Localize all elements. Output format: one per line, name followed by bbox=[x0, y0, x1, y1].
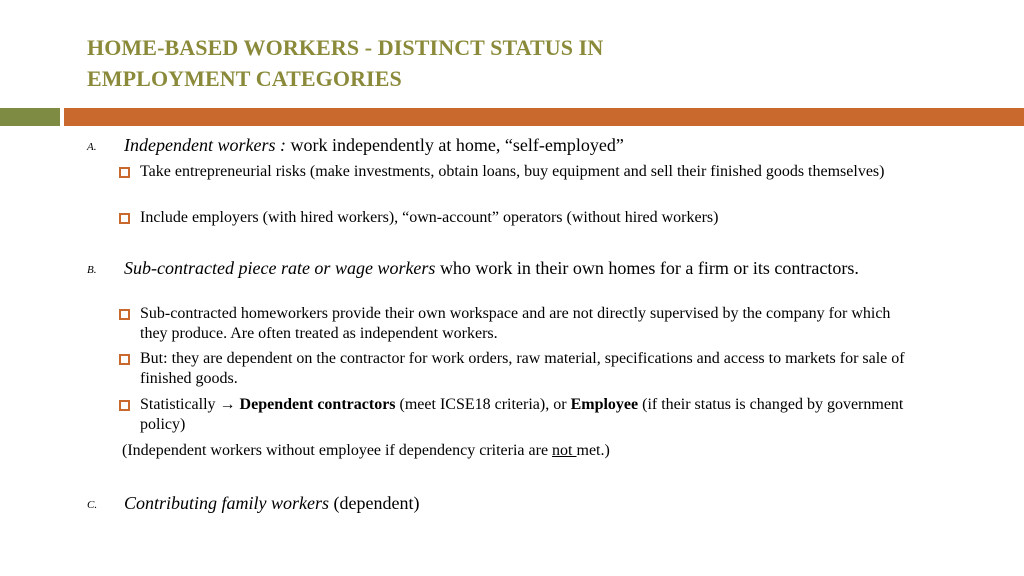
section-a-bullet-1 bbox=[116, 162, 916, 182]
section-b-bullet-3 bbox=[116, 395, 916, 435]
bullet-text: Include employers (with hired workers), “own-account” operators (without hired workers) bbox=[140, 209, 719, 226]
section-b-lead bbox=[124, 258, 924, 278]
section-a-term: Independent workers : bbox=[124, 135, 286, 155]
note-underlined: not bbox=[552, 442, 577, 459]
section-b-marker: B. bbox=[87, 264, 97, 276]
stat-prefix: Statistically bbox=[140, 396, 220, 413]
bullet-text: Sub-contracted homeworkers provide their own workspace and are not directly supervised by the company for which they produce. Are often treated as independent workers. bbox=[140, 305, 891, 342]
section-b-note bbox=[122, 441, 610, 461]
section-b-bullet-1 bbox=[116, 304, 916, 344]
square-bullet-icon bbox=[119, 309, 130, 320]
bullet-text: But: they are dependent on the contractor for work orders, raw material, specifications and access to markets for sale of finished goods. bbox=[140, 350, 905, 387]
section-b-bullet-2 bbox=[116, 349, 916, 389]
stat-mid: (meet ICSE18 criteria), or bbox=[395, 396, 571, 413]
title-line-1: HOME-BASED WORKERS - DISTINCT STATUS IN bbox=[87, 35, 604, 60]
section-a-desc: work independently at home, “self-employed” bbox=[285, 135, 624, 155]
section-c-lead bbox=[124, 493, 924, 513]
section-c-desc: (dependent) bbox=[329, 493, 420, 513]
section-a-marker: A. bbox=[87, 141, 97, 153]
note-before: (Independent workers without employee if dependency criteria are bbox=[122, 442, 553, 459]
square-bullet-icon bbox=[119, 354, 130, 365]
stat-dependent-contractors: Dependent contractors bbox=[239, 396, 396, 413]
section-a-lead bbox=[124, 135, 924, 155]
section-b-desc: who work in their own homes for a firm or its contractors. bbox=[435, 258, 859, 278]
stat-suffix: (if their status is changed by government policy) bbox=[140, 396, 904, 433]
section-c-term: Contributing family workers bbox=[124, 493, 330, 513]
square-bullet-icon bbox=[119, 213, 130, 224]
stat-employee: Employee bbox=[570, 396, 639, 413]
square-bullet-icon bbox=[119, 400, 130, 411]
square-bullet-icon bbox=[119, 167, 130, 178]
title-line-2: EMPLOYMENT CATEGORIES bbox=[87, 66, 402, 91]
section-c-marker: C. bbox=[87, 499, 98, 511]
bullet-text: Take entrepreneurial risks (make investments, obtain loans, buy equipment and sell their finished goods themselves) bbox=[140, 163, 885, 180]
section-a-bullet-2 bbox=[116, 208, 916, 228]
note-after: met.) bbox=[576, 442, 610, 459]
arrow-right-icon: → bbox=[219, 396, 236, 413]
section-b-term: Sub-contracted piece rate or wage workers bbox=[124, 258, 436, 278]
